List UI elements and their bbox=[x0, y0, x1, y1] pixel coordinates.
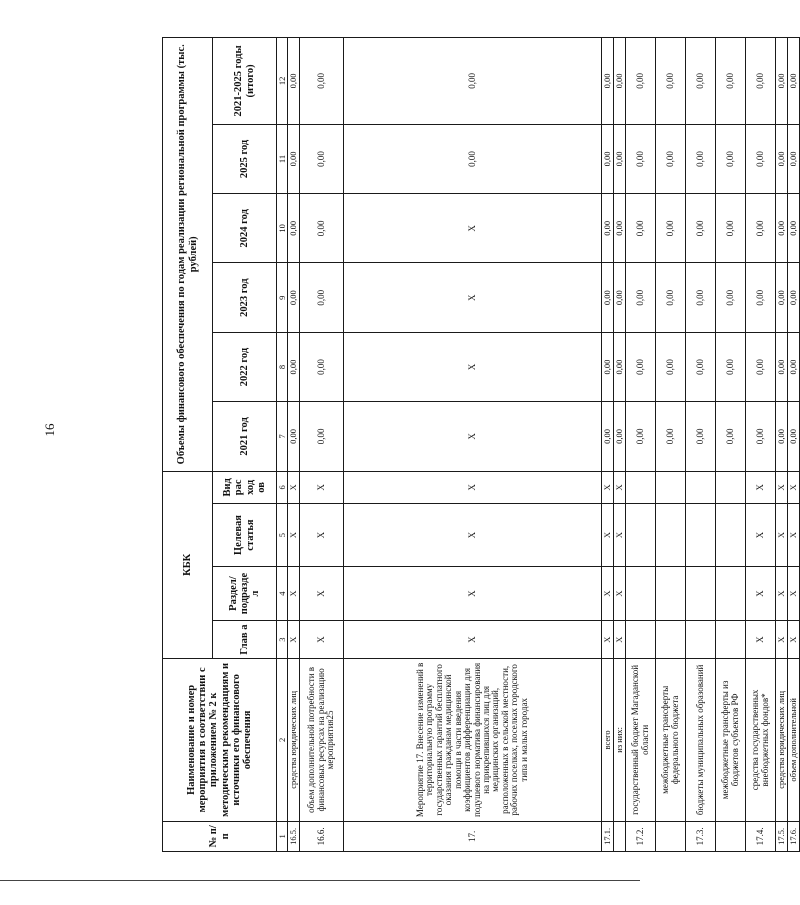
value-cell: 0,00 bbox=[776, 402, 788, 471]
table-row bbox=[776, 38, 788, 852]
value-cell: 0,00 bbox=[656, 124, 686, 193]
row-name: государственный бюджет Магаданской области bbox=[626, 659, 656, 822]
value-cell: 0,00 bbox=[716, 402, 746, 471]
kbk-cell: X bbox=[602, 621, 614, 659]
row-number: 17.2. bbox=[626, 821, 656, 851]
value-cell: 0,00 bbox=[776, 194, 788, 263]
kbk-cell bbox=[656, 566, 686, 620]
value-cell: 0,00 bbox=[300, 263, 344, 332]
kbk-cell: X bbox=[746, 471, 776, 504]
table-row bbox=[686, 38, 716, 852]
row-name: из них: bbox=[614, 659, 626, 822]
kbk-cell: X bbox=[788, 471, 800, 504]
kbk-cell: X bbox=[288, 471, 300, 504]
row-name: средства государственных внебюджетных фондов* bbox=[746, 659, 776, 822]
kbk-cell bbox=[626, 566, 656, 620]
value-cell: 0,00 bbox=[686, 263, 716, 332]
header-2021: 2021 год bbox=[213, 402, 277, 471]
value-cell: 0,00 bbox=[288, 402, 300, 471]
kbk-cell: X bbox=[788, 621, 800, 659]
financing-table bbox=[162, 37, 800, 852]
value-cell: 0,00 bbox=[656, 402, 686, 471]
value-cell: 0,00 bbox=[776, 38, 788, 125]
kbk-cell: X bbox=[776, 471, 788, 504]
col-number: 7 bbox=[277, 402, 288, 471]
header-num: № п/п bbox=[163, 821, 277, 851]
value-cell: 0,00 bbox=[300, 332, 344, 401]
kbk-cell bbox=[626, 621, 656, 659]
value-cell: 0,00 bbox=[300, 124, 344, 193]
row-number: 17.4. bbox=[746, 821, 776, 851]
table-row bbox=[300, 38, 344, 852]
col-number: 4 bbox=[277, 566, 288, 620]
kbk-cell bbox=[626, 471, 656, 504]
col-number: 6 bbox=[277, 471, 288, 504]
kbk-cell: X bbox=[344, 471, 602, 504]
value-cell: 0,00 bbox=[288, 124, 300, 193]
row-number bbox=[716, 821, 746, 851]
value-cell: 0,00 bbox=[716, 124, 746, 193]
kbk-cell: X bbox=[602, 504, 614, 567]
header-name: Наименование и номер мероприятия в соответствии с приложением № 2 к методическим рекомендациям и источники его финансового обеспечения bbox=[163, 659, 277, 822]
header-vid: Вид рас ход ов bbox=[213, 471, 277, 504]
table-row bbox=[746, 38, 776, 852]
value-cell: 0,00 bbox=[686, 402, 716, 471]
kbk-cell bbox=[686, 504, 716, 567]
kbk-cell: X bbox=[300, 504, 344, 567]
value-cell: 0,00 bbox=[776, 124, 788, 193]
value-cell: X bbox=[344, 402, 602, 471]
row-name: межбюджетные трансферты федерального бюджета bbox=[656, 659, 686, 822]
row-name: средства юридических лиц bbox=[776, 659, 788, 822]
kbk-cell: X bbox=[300, 621, 344, 659]
row-number: 17. bbox=[344, 821, 602, 851]
kbk-cell bbox=[626, 504, 656, 567]
kbk-cell: X bbox=[344, 621, 602, 659]
col-number: 3 bbox=[277, 621, 288, 659]
kbk-cell: X bbox=[788, 504, 800, 567]
col-number: 9 bbox=[277, 263, 288, 332]
row-number: 17.1. bbox=[602, 821, 614, 851]
value-cell: 0,00 bbox=[686, 124, 716, 193]
header-total: 2021-2025 годы (итого) bbox=[213, 38, 277, 125]
row-name: бюджеты муниципальных образований bbox=[686, 659, 716, 822]
value-cell: 0,00 bbox=[746, 38, 776, 125]
kbk-cell: X bbox=[300, 566, 344, 620]
value-cell: 0,00 bbox=[614, 263, 626, 332]
column-number-row bbox=[277, 38, 288, 852]
table-row bbox=[626, 38, 656, 852]
row-name: средства юридических лиц bbox=[288, 659, 300, 822]
table-row bbox=[656, 38, 686, 852]
col-number: 10 bbox=[277, 194, 288, 263]
value-cell: 0,00 bbox=[602, 38, 614, 125]
row-number bbox=[614, 821, 626, 851]
col-number: 12 bbox=[277, 38, 288, 125]
value-cell: 0,00 bbox=[614, 38, 626, 125]
value-cell: 0,00 bbox=[686, 194, 716, 263]
value-cell: 0,00 bbox=[686, 38, 716, 125]
value-cell: 0,00 bbox=[788, 124, 800, 193]
row-number bbox=[656, 821, 686, 851]
value-cell: 0,00 bbox=[344, 124, 602, 193]
value-cell: 0,00 bbox=[788, 194, 800, 263]
value-cell: 0,00 bbox=[788, 263, 800, 332]
value-cell: 0,00 bbox=[716, 194, 746, 263]
value-cell: 0,00 bbox=[656, 263, 686, 332]
kbk-cell: X bbox=[614, 566, 626, 620]
value-cell: 0,00 bbox=[344, 38, 602, 125]
value-cell: 0,00 bbox=[776, 263, 788, 332]
col-number: 2 bbox=[277, 659, 288, 822]
kbk-cell: X bbox=[288, 621, 300, 659]
kbk-cell bbox=[716, 471, 746, 504]
row-name: межбюджетные трансферты из бюджетов субъектов РФ bbox=[716, 659, 746, 822]
row-number: 16.5. bbox=[288, 821, 300, 851]
value-cell: 0,00 bbox=[716, 38, 746, 125]
header-2023: 2023 год bbox=[213, 263, 277, 332]
row-number: 17.6. bbox=[788, 821, 800, 851]
kbk-cell: X bbox=[602, 471, 614, 504]
col-number: 1 bbox=[277, 821, 288, 851]
header-razdel: Раздел/ подразде л bbox=[213, 566, 277, 620]
kbk-cell bbox=[686, 566, 716, 620]
kbk-cell: X bbox=[288, 566, 300, 620]
value-cell: 0,00 bbox=[602, 124, 614, 193]
value-cell: 0,00 bbox=[614, 124, 626, 193]
kbk-cell: X bbox=[776, 504, 788, 567]
col-number: 8 bbox=[277, 332, 288, 401]
kbk-cell bbox=[716, 621, 746, 659]
col-number: 5 bbox=[277, 504, 288, 567]
kbk-cell: X bbox=[614, 504, 626, 567]
value-cell: 0,00 bbox=[656, 38, 686, 125]
value-cell: 0,00 bbox=[788, 332, 800, 401]
value-cell: 0,00 bbox=[746, 194, 776, 263]
value-cell: 0,00 bbox=[746, 402, 776, 471]
kbk-cell: X bbox=[344, 566, 602, 620]
row-name: Мероприятие 17. Внесение изменений в территориальную программу государственных гарантий бесплатного оказания гражданам медицинской помощи в части введения коэффициентов дифференциации для подушевого норматива финансирования на прикрепившихся лиц для медицинских организаций, расположенных в сельской местности, рабочих поселках, поселках городского типа и малых городах bbox=[344, 659, 602, 822]
table-row bbox=[614, 38, 626, 852]
value-cell: 0,00 bbox=[288, 332, 300, 401]
value-cell: 0,00 bbox=[300, 194, 344, 263]
value-cell: 0,00 bbox=[656, 332, 686, 401]
kbk-cell: X bbox=[288, 504, 300, 567]
kbk-cell: X bbox=[602, 566, 614, 620]
kbk-cell bbox=[686, 621, 716, 659]
page-bottom-rule bbox=[0, 880, 640, 881]
value-cell: 0,00 bbox=[746, 332, 776, 401]
row-number: 17.3. bbox=[686, 821, 716, 851]
rotated-table-container bbox=[162, 37, 799, 852]
header-2022: 2022 год bbox=[213, 332, 277, 401]
table-row bbox=[716, 38, 746, 852]
header-glava: Глав а bbox=[213, 621, 277, 659]
value-cell: X bbox=[344, 194, 602, 263]
table-row bbox=[288, 38, 300, 852]
value-cell: 0,00 bbox=[288, 263, 300, 332]
kbk-cell bbox=[716, 504, 746, 567]
header-volumes: Объемы финансового обеспечения по годам реализации региональной программы (тыс. рублей) bbox=[163, 38, 213, 472]
value-cell: 0,00 bbox=[716, 263, 746, 332]
kbk-cell bbox=[656, 504, 686, 567]
value-cell: 0,00 bbox=[626, 402, 656, 471]
kbk-cell: X bbox=[776, 566, 788, 620]
kbk-cell bbox=[686, 471, 716, 504]
value-cell: 0,00 bbox=[746, 263, 776, 332]
kbk-cell: X bbox=[788, 566, 800, 620]
header-2024: 2024 год bbox=[213, 194, 277, 263]
header-kbk: КБК bbox=[163, 471, 213, 659]
table-row bbox=[602, 38, 614, 852]
value-cell: 0,00 bbox=[776, 332, 788, 401]
kbk-cell: X bbox=[746, 504, 776, 567]
header-celevaya: Целевая статья bbox=[213, 504, 277, 567]
value-cell: X bbox=[344, 332, 602, 401]
value-cell: 0,00 bbox=[288, 194, 300, 263]
row-name: объем дополнительной потребности в финансовых ресурсах на реализацию мероприятия25 bbox=[300, 659, 344, 822]
header-row-1 bbox=[163, 38, 213, 852]
row-name: всего bbox=[602, 659, 614, 822]
value-cell: 0,00 bbox=[626, 263, 656, 332]
value-cell: X bbox=[344, 263, 602, 332]
value-cell: 0,00 bbox=[300, 402, 344, 471]
value-cell: 0,00 bbox=[626, 194, 656, 263]
page-number: 16 bbox=[42, 423, 57, 437]
value-cell: 0,00 bbox=[626, 124, 656, 193]
kbk-cell: X bbox=[746, 566, 776, 620]
kbk-cell: X bbox=[614, 471, 626, 504]
table-row bbox=[344, 38, 602, 852]
kbk-cell bbox=[656, 621, 686, 659]
kbk-cell: X bbox=[300, 471, 344, 504]
value-cell: 0,00 bbox=[288, 38, 300, 125]
value-cell: 0,00 bbox=[602, 332, 614, 401]
value-cell: 0,00 bbox=[614, 402, 626, 471]
col-number: 11 bbox=[277, 124, 288, 193]
kbk-cell: X bbox=[614, 621, 626, 659]
kbk-cell: X bbox=[746, 621, 776, 659]
kbk-cell bbox=[656, 471, 686, 504]
value-cell: 0,00 bbox=[602, 402, 614, 471]
value-cell: 0,00 bbox=[602, 194, 614, 263]
row-number: 16.6. bbox=[300, 821, 344, 851]
value-cell: 0,00 bbox=[716, 332, 746, 401]
row-name: объем дополнительной bbox=[788, 659, 800, 822]
row-number: 17.5. bbox=[776, 821, 788, 851]
kbk-cell: X bbox=[776, 621, 788, 659]
table-row bbox=[788, 38, 800, 852]
value-cell: 0,00 bbox=[788, 38, 800, 125]
value-cell: 0,00 bbox=[602, 263, 614, 332]
kbk-cell bbox=[716, 566, 746, 620]
value-cell: 0,00 bbox=[614, 194, 626, 263]
value-cell: 0,00 bbox=[300, 38, 344, 125]
value-cell: 0,00 bbox=[746, 124, 776, 193]
value-cell: 0,00 bbox=[686, 332, 716, 401]
value-cell: 0,00 bbox=[614, 332, 626, 401]
kbk-cell: X bbox=[344, 504, 602, 567]
value-cell: 0,00 bbox=[626, 332, 656, 401]
value-cell: 0,00 bbox=[656, 194, 686, 263]
header-2025: 2025 год bbox=[213, 124, 277, 193]
value-cell: 0,00 bbox=[626, 38, 656, 125]
value-cell: 0,00 bbox=[788, 402, 800, 471]
